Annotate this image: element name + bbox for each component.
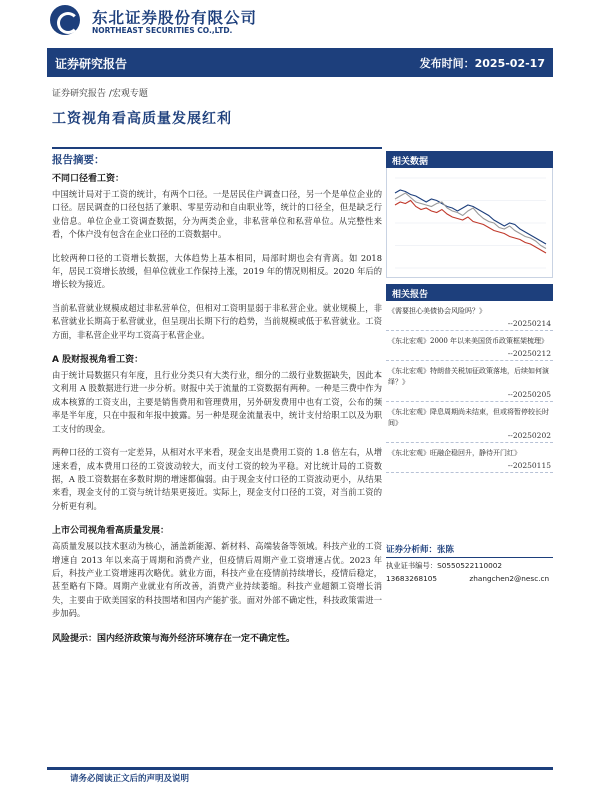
report-item[interactable] [386, 331, 553, 361]
report-title[interactable]: 《东北宏观》降息周期尚未结束，但或将暂停较长时间》 [388, 408, 549, 427]
company-name-en: NORTHEAST SECURITIES CO.,LTD. [92, 26, 233, 35]
report-item[interactable] [386, 361, 553, 402]
report-type: 证券研究报告 [55, 57, 128, 71]
report-date: --20250115 [507, 461, 551, 470]
main-content [52, 147, 382, 644]
paragraph-4: 由于统计局数据只有年度，且行业分类只有大类行业，细分的二级行业数据缺失，因此本文利用 A 股数据进行进一步分析。财报中关于流量的工资数据有两种。一种是三费中作为成本核算的工资支出，主要是销售费用和管理费用，另外研发费用中也有工资，公布的频率是半年度，只在中报和年报中披露。另一种是现金流量表中，统计支付给职工以及为职工支付的现金。 [52, 370, 382, 434]
report-item[interactable] [386, 402, 553, 443]
paragraph-3: 当前私营就业规模成超过非私营单位，但相对工资明显弱于非私营企业。就业规模上，非私营就业长期高于私营就业，但呈现出长期下行的趋势，当前规模或低于私营就业。工资方面，非私营企业平均工资高于私营企业。 [52, 302, 382, 340]
summary-heading: 报告摘要： [52, 147, 382, 167]
report-item[interactable] [386, 301, 553, 331]
analyst-phone: 13683268105 [386, 574, 438, 583]
report-item[interactable] [386, 443, 553, 473]
sidebar [386, 151, 553, 473]
company-logo-icon [50, 5, 80, 35]
analyst-contact [386, 574, 553, 583]
chart-series-line-2 [395, 193, 546, 249]
report-date: --20250212 [507, 349, 551, 358]
footer-divider [47, 767, 553, 770]
section-title-2: A 股财报视角看工资： [52, 355, 144, 366]
report-title[interactable]: 《需要担心美债协会风险吗？》 [388, 307, 486, 315]
chart-svg [387, 168, 554, 278]
related-reports-list [386, 301, 553, 473]
section-title-1: 不同口径看工资： [52, 174, 125, 184]
risk-warning: 风险提示：国内经济政策与海外经济环境存在一定不确定性。 [52, 633, 296, 644]
related-data-heading: 相关数据 [386, 151, 553, 168]
breadcrumb: 证券研究报告 /宏观专题 [52, 89, 148, 99]
paragraph-2: 比较两种口径的工资增长数据，大体趋势上基本相同，局部时期也会有背离。如 2018 年，居民工资增长放缓，但单位就业工作保持上涨，2019 年的情况则相反。2020 年后的增长较为接近。 [52, 252, 382, 290]
section-title-3: 上市公司视角看高质量发展： [52, 526, 170, 537]
publish-date: 发布时间：2025-02-17 [419, 57, 545, 70]
footer-note: 请务必阅读正文后的声明及说明 [70, 774, 190, 784]
paragraph-6: 高质量发展以技术驱动为核心，涵盖新能源、新材料、高端装备等领域。科技产业的工资增速自 2013 年以来高于周期和消费产业，但疫情后周期产业工资增速占优。2023 年后，科技产业工资增速再次略优。就业方面，科技产业在疫情前持续增长，疫情后稳定，甚至略有下降。周期产业就业有所改善，消费产业持续萎缩。科技产业超额工资增长消失，主要由于欧美国家的科技围堵和国内产能扩张。面对外部不确定性，科技政策需进一步加码。 [52, 541, 382, 619]
report-date: --20250214 [507, 319, 551, 328]
related-data-chart [386, 168, 553, 278]
analyst-block [386, 543, 553, 583]
analyst-license: 执业证书编号：S0550522110002 [386, 561, 503, 570]
report-date: --20250205 [507, 390, 551, 399]
analyst-name: 证券分析师：张陈 [386, 543, 553, 558]
report-title[interactable]: 《东北宏观》旺融企稳回升，静待开门红》 [388, 449, 521, 457]
header-bar [47, 48, 553, 77]
paragraph-1: 中国统计局对于工资的统计，有两个口径。一是居民住户调查口径，另一个是单位企业的口径。居民调查的口径包括了兼职、零星劳动和自由职业等，统计的口径全，但是缺乏行业信息。单位企业工资调查数据，分为两类企业，非私营单位和私营单位。从完整性来看，个体户没有包含在企业口径的工资数据中。 [52, 189, 382, 240]
page-title: 工资视角看高质量发展红利 [52, 111, 232, 127]
chart-series-line-3 [395, 201, 546, 254]
related-reports-heading: 相关报告 [386, 284, 553, 301]
analyst-email[interactable]: zhangchen2@nesc.cn [469, 574, 550, 583]
company-name-cn: 东北证券股份有限公司 [92, 9, 258, 27]
report-date: --20250202 [507, 431, 551, 440]
report-title[interactable]: 《东北宏观》特朗普关税加征政策落地，后续如何演绎？》 [388, 367, 549, 386]
report-title[interactable]: 《东北宏观》2000 年以来美国货币政策框架梳理》 [388, 337, 549, 345]
paragraph-5: 两种口径的工资有一定差异，从相对水平来看，现金支出是费用工资的 1.8 倍左右，从增速来看，成本费用口径的工资波动较大，而支付工资的较为平稳。对比统计局的工资数据，A 股工资数据在多数时期的增速都偏弱。由于现金支付口径的工资波动更小，从结果来看，现金支付的工资与统计结果更接近。实际上，现金支付口径的工资，对当前工资的分析更有利。 [52, 447, 382, 511]
